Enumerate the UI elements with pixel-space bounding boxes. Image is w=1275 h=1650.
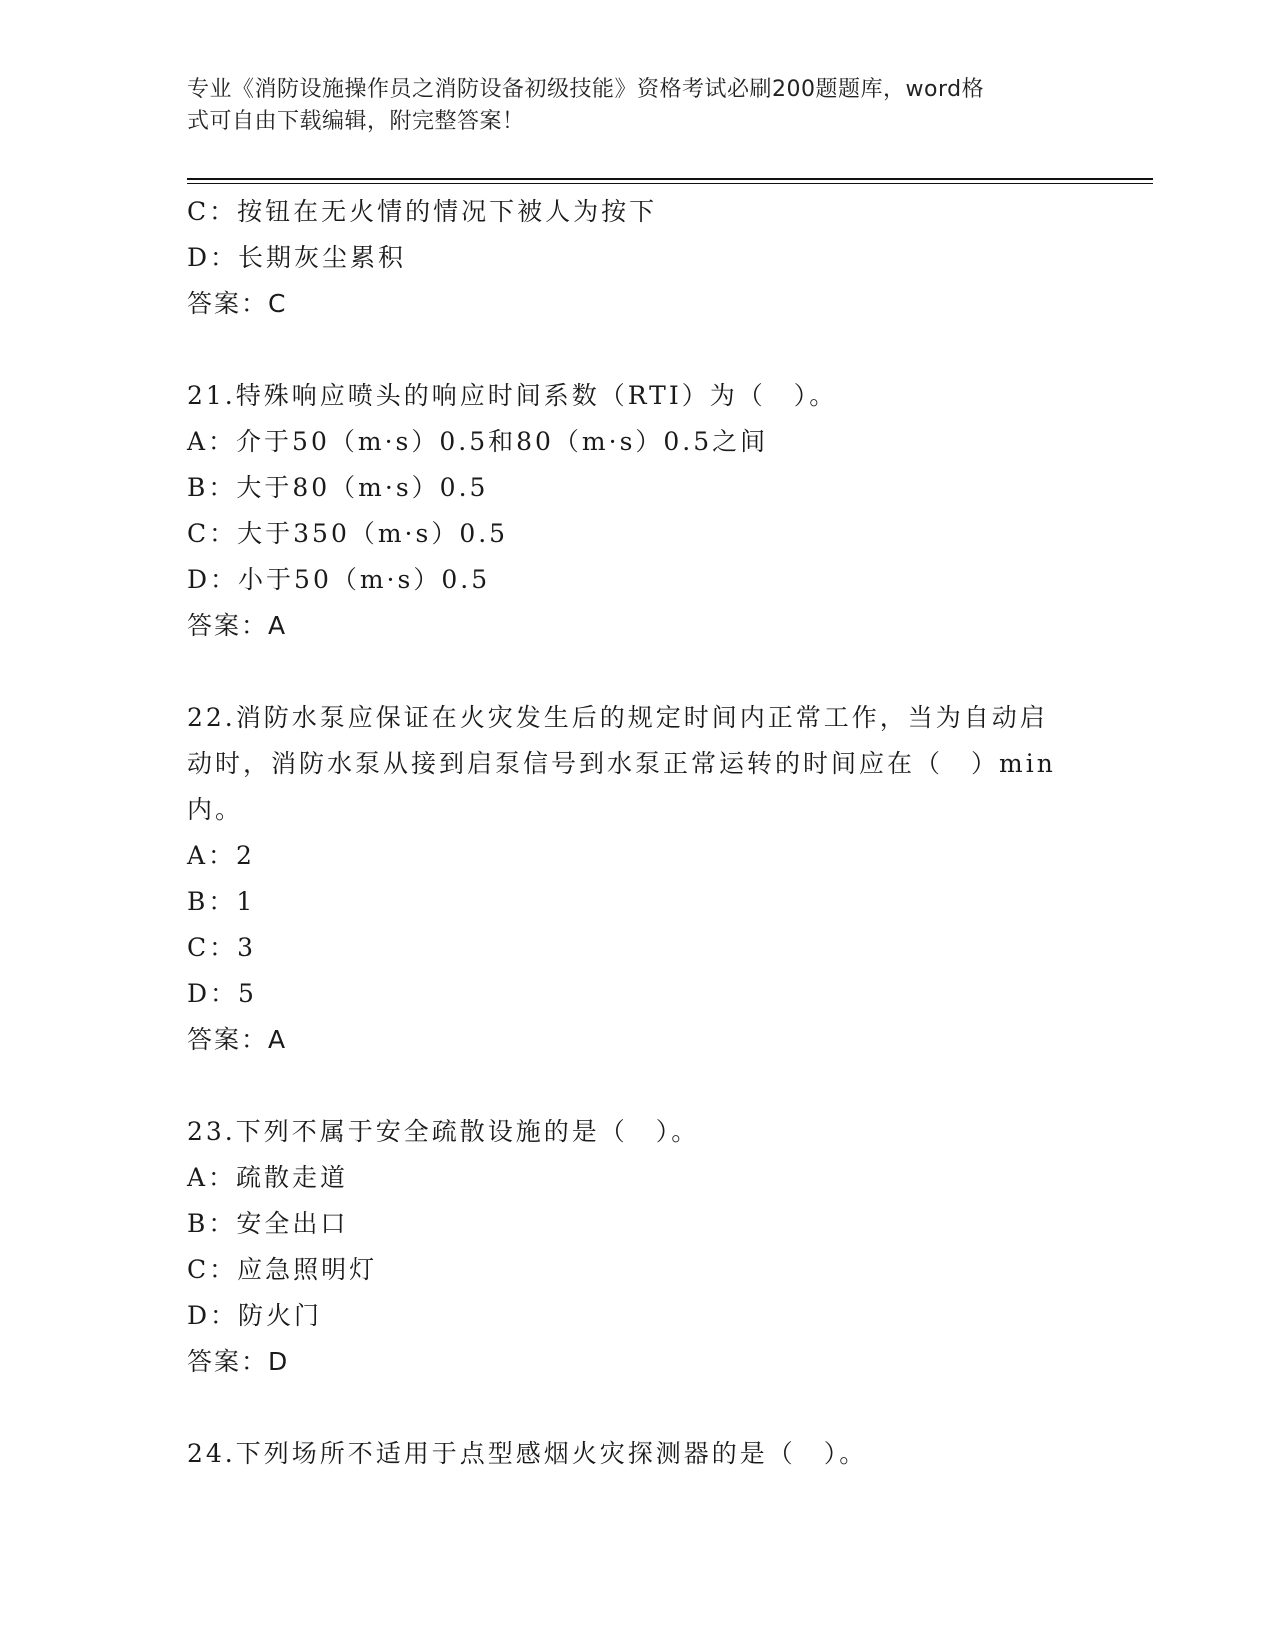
header-line-2: 式可自由下载编辑，附完整答案！ — [187, 109, 525, 134]
answer-line: 答案：A — [187, 1025, 288, 1054]
option-a: A：2 — [187, 841, 255, 870]
question-24 — [187, 1431, 1087, 1477]
question-21 — [187, 373, 1087, 649]
document-header — [187, 74, 1087, 138]
option-a: A：介于50（m·s）0.5和80（m·s）0.5之间 — [187, 427, 769, 456]
question-stem-line-1: 22.消防水泵应保证在火灾发生后的规定时间内正常工作，当为自动启 — [187, 703, 1048, 732]
question-stem-line-2: 动时，消防水泵从接到启泵信号到水泵正常运转的时间应在（ ）min — [187, 749, 1056, 778]
option-d: D：长期灰尘累积 — [187, 243, 407, 272]
option-b: B：大于80（m·s）0.5 — [187, 473, 489, 502]
option-c: C：应急照明灯 — [187, 1255, 378, 1284]
option-c: C：按钮在无火情的情况下被人为按下 — [187, 197, 658, 226]
question-stem-line-3: 内。 — [187, 795, 244, 824]
spacer — [187, 649, 1087, 695]
header-divider-thin — [187, 183, 1153, 184]
answer-line: 答案：D — [187, 1347, 290, 1376]
option-a: A：疏散走道 — [187, 1163, 349, 1192]
option-b: B：安全出口 — [187, 1209, 349, 1238]
spacer — [187, 1063, 1087, 1109]
spacer — [187, 1385, 1087, 1431]
spacer — [187, 327, 1087, 373]
header-divider-thick — [187, 178, 1153, 180]
option-d: D：5 — [187, 979, 257, 1008]
answer-line: 答案：C — [187, 289, 288, 318]
option-b: B：1 — [187, 887, 256, 916]
question-stem: 21.特殊响应喷头的响应时间系数（RTI）为（ ）。 — [187, 381, 838, 410]
option-d: D：小于50（m·s）0.5 — [187, 565, 491, 594]
option-c: C：3 — [187, 933, 257, 962]
header-line-1: 专业《消防设施操作员之消防设备初级技能》资格考试必刷200题题库，word格 — [187, 77, 985, 102]
question-22 — [187, 695, 1087, 1063]
question-stem: 24.下列场所不适用于点型感烟火灾探测器的是（ ）。 — [187, 1439, 868, 1468]
answer-line: 答案：A — [187, 611, 288, 640]
question-20-continuation — [187, 189, 1087, 327]
question-stem: 23.下列不属于安全疏散设施的是（ ）。 — [187, 1117, 700, 1146]
option-c: C：大于350（m·s）0.5 — [187, 519, 509, 548]
question-23 — [187, 1109, 1087, 1385]
option-d: D：防火门 — [187, 1301, 323, 1330]
question-list — [187, 189, 1087, 1477]
